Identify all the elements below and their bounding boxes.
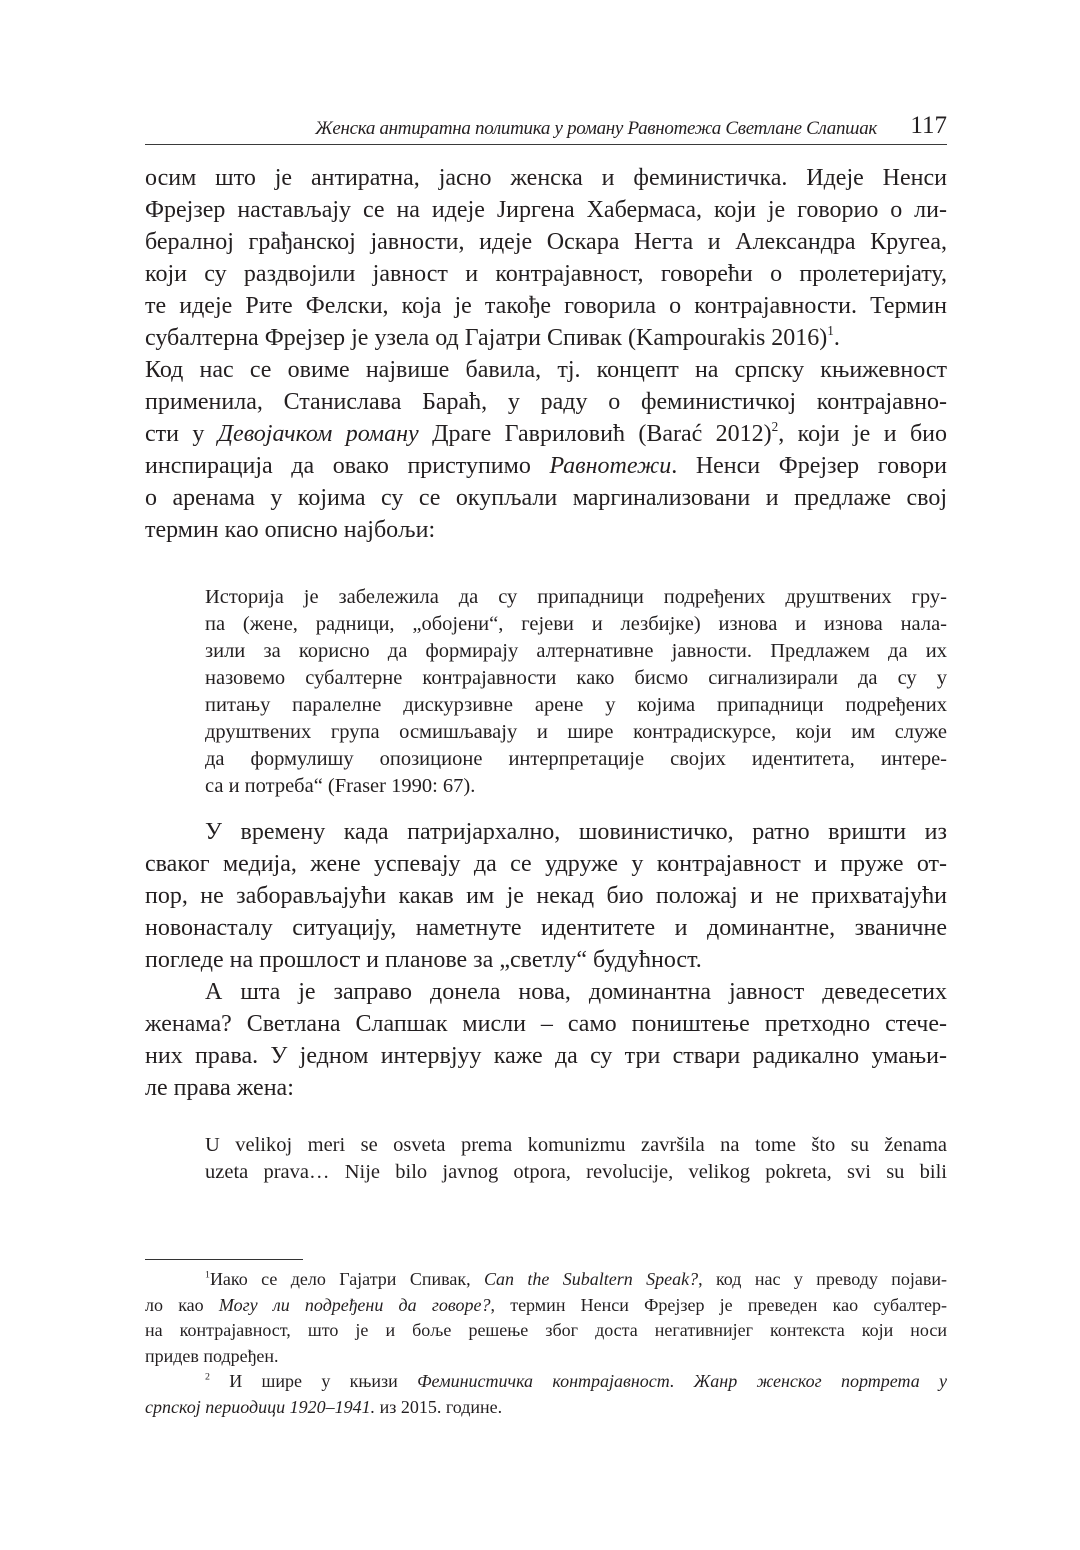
text-segment: о аренама у којима су се окупљали маргинализовани и предлаже свој bbox=[145, 485, 947, 511]
text-segment: субалтерна Фрејзер је узела од Гајатри Спивак (Kampourakis 2016) bbox=[145, 325, 828, 351]
text-segment: uzeta prava… Nije bilo javnog otpora, revolucije, velikog pokreta, svi su bili bbox=[205, 1161, 947, 1183]
italic-text: Can the Subaltern Speak? bbox=[483, 1269, 699, 1289]
text-segment: применила, Станислава Бараћ, у раду о феминистичкој контрајавно- bbox=[145, 389, 947, 415]
text-segment: инспирација да овако приступимо bbox=[145, 453, 550, 479]
text-segment: из 2015. године. bbox=[375, 1396, 503, 1417]
text-segment: . Ненси Фрејзер говори bbox=[671, 453, 948, 479]
text-segment: осим што је антиратна, јасно женска и феминистичка. Идеје Ненси bbox=[145, 165, 947, 191]
text-line bbox=[145, 944, 947, 976]
italic-text: Девојачком роману bbox=[217, 421, 419, 447]
text-segment: У времену када патријархално, шовинистичко, ратно вришти из bbox=[205, 819, 947, 845]
footnote-marker: 1 bbox=[205, 1269, 210, 1281]
text-segment: на контрајавност, што је и боље решење због доста негативнијег контекста који носи bbox=[145, 1320, 947, 1340]
text-segment: . bbox=[833, 325, 840, 351]
text-line bbox=[145, 194, 947, 226]
text-segment: погледе на прошлост и планове за „светлу“ будућност. bbox=[145, 947, 702, 973]
text-line bbox=[145, 1395, 947, 1421]
text-segment: Иако се дело Гајатри Спивак, bbox=[209, 1269, 484, 1289]
text-segment: новонасталу ситуацију, наметнуте идентитете и доминантне, званичне bbox=[145, 915, 947, 941]
text-segment: назовемо субалтерне контрајавности како бисмо сигнализирали да су у bbox=[205, 667, 947, 689]
text-line bbox=[145, 418, 947, 450]
italic-text: Могу ли подређени да говоре? bbox=[218, 1294, 491, 1315]
text-line bbox=[205, 773, 947, 800]
footnotes bbox=[145, 1267, 947, 1420]
text-line bbox=[145, 816, 947, 848]
text-segment: пор, не заборављајући какав им је некад био положај и не прихватајући bbox=[145, 883, 947, 909]
text-line bbox=[205, 584, 947, 611]
footnote-marker: 2 bbox=[205, 1371, 210, 1383]
text-line bbox=[145, 226, 947, 258]
text-line bbox=[205, 692, 947, 719]
text-segment: са и потреба“ (Fraser 1990: 67). bbox=[205, 775, 476, 797]
text-segment: А шта је заправо донела нова, доминантна јавност деведесетих bbox=[205, 979, 947, 1005]
text-line bbox=[145, 1040, 947, 1072]
footnote-marker: 1 bbox=[827, 323, 834, 339]
text-line bbox=[145, 848, 947, 880]
text-line bbox=[205, 746, 947, 773]
text-segment: И шире у књизи bbox=[209, 1371, 418, 1391]
text-line bbox=[205, 638, 947, 665]
text-line bbox=[145, 1318, 947, 1344]
text-segment: ло као bbox=[145, 1294, 219, 1315]
text-segment: придев подређен. bbox=[145, 1345, 279, 1366]
text-segment: бералној грађанској јавности, идеје Оскара Негта и Александра Кругеа, bbox=[145, 229, 947, 255]
block-quote-fraser bbox=[205, 584, 947, 800]
block-quote-interview bbox=[205, 1132, 947, 1186]
text-line bbox=[145, 354, 947, 386]
text-segment: , који је и био bbox=[778, 421, 948, 447]
italic-text: Феминистичка контрајавност. Жанр женског портрета у bbox=[417, 1371, 948, 1391]
text-segment: питању паралелне дискурзивне арене у којима припадници подређених bbox=[205, 694, 947, 716]
text-segment: Историја је забележила да су припадници подређених друштвених гру- bbox=[205, 586, 947, 608]
paragraph-1 bbox=[145, 162, 947, 546]
text-line bbox=[145, 1072, 947, 1104]
text-line bbox=[145, 1369, 947, 1395]
text-segment: који су раздвојили јавност и контрајавност, говорећи о пролетеријату, bbox=[145, 261, 947, 287]
text-line bbox=[145, 912, 947, 944]
text-line bbox=[205, 665, 947, 692]
text-segment: сти у bbox=[145, 421, 218, 447]
paragraph-2 bbox=[145, 816, 947, 1104]
text-segment: да формулишу опозиционе интерпретације својих идентитета, интере- bbox=[205, 748, 947, 770]
text-segment: U velikoj meri se osveta prema komunizmu završila na tome što su ženama bbox=[205, 1134, 947, 1156]
text-line bbox=[205, 611, 947, 638]
text-segment: друштвених група осмишљавају и шире контрадискурсе, који им служе bbox=[205, 721, 947, 743]
text-line bbox=[145, 976, 947, 1008]
text-line bbox=[205, 719, 947, 746]
text-line bbox=[145, 386, 947, 418]
text-line bbox=[145, 322, 947, 354]
footnote-separator bbox=[145, 1259, 303, 1260]
text-line bbox=[205, 1159, 947, 1186]
text-line bbox=[205, 1132, 947, 1159]
running-header bbox=[145, 112, 947, 145]
text-line bbox=[145, 1293, 947, 1319]
text-line bbox=[145, 1008, 947, 1040]
text-line bbox=[145, 290, 947, 322]
running-header-title: Женска антиратна политика у роману Равнотежа Светлане Слапшак bbox=[315, 118, 877, 139]
text-segment: них права. У једном интервјуу каже да су три ствари радикално умањи- bbox=[145, 1043, 947, 1069]
text-segment: ле права жена: bbox=[145, 1075, 294, 1101]
text-segment: , код нас у преводу појави- bbox=[698, 1269, 947, 1289]
text-segment: термин као описно најбољи: bbox=[145, 517, 436, 543]
text-segment: Фрејзер настављају се на идеје Јиргена Хабермаса, који је говорио о ли- bbox=[145, 197, 947, 223]
text-segment: , термин Ненси Фрејзер је преведен као субалтер- bbox=[490, 1294, 947, 1315]
text-line bbox=[145, 450, 947, 482]
text-segment: те идеје Рите Фелски, која је такође говорила о контрајавности. Термин bbox=[145, 293, 947, 319]
italic-text: српској периодици 1920–1941. bbox=[145, 1396, 376, 1417]
text-segment: Драге Гавриловић (Barać 2012) bbox=[418, 421, 772, 447]
text-line bbox=[145, 258, 947, 290]
text-line bbox=[145, 514, 947, 546]
text-line bbox=[145, 880, 947, 912]
text-segment: женама? Светлана Слапшак мисли – само поништење претходно стече- bbox=[145, 1011, 947, 1037]
text-segment: па (жене, радници, „обојени“, гејеви и лезбијке) изнова и изнова нала- bbox=[205, 613, 947, 635]
footnote-marker: 2 bbox=[771, 419, 779, 435]
text-line bbox=[145, 482, 947, 514]
text-line bbox=[145, 162, 947, 194]
page-number: 117 bbox=[910, 112, 947, 139]
text-segment: зили за корисно да формирају алтернативне јавности. Предлажем да их bbox=[205, 640, 947, 662]
text-line bbox=[145, 1344, 947, 1370]
text-segment: сваког медија, жене успевају да се удруже у контрајавност и пруже от- bbox=[145, 851, 947, 877]
text-segment: Код нас се овиме највише бавила, тј. концепт на српску књижевност bbox=[145, 357, 947, 383]
text-line bbox=[145, 1267, 947, 1293]
italic-text: Равнотежи bbox=[549, 453, 672, 479]
